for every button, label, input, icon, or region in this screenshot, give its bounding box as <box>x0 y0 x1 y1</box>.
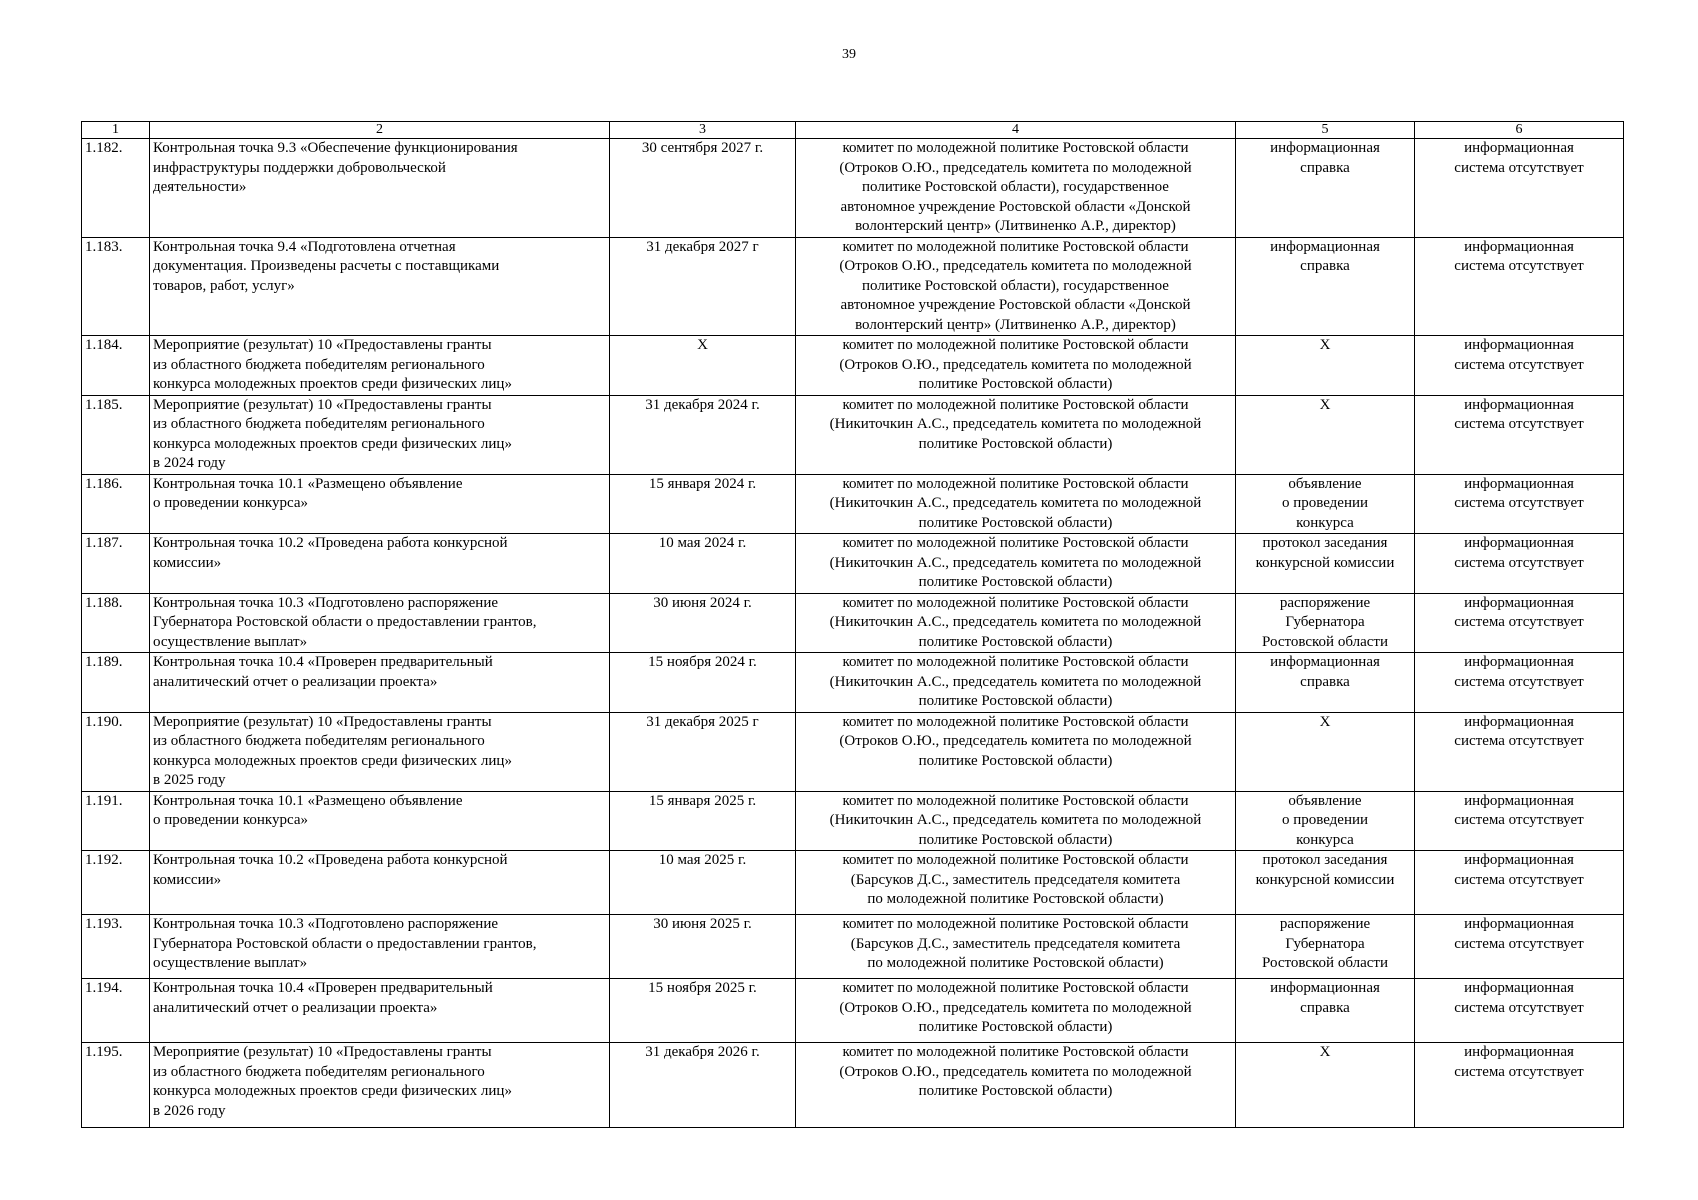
event-name-line: Губернатора Ростовской области о предоставлении грантов, <box>153 935 537 952</box>
responsible-line: политике Ростовской области), государственное <box>862 277 1169 294</box>
event-name-line: товаров, работ, услуг» <box>153 277 295 294</box>
table-row <box>82 851 1624 915</box>
document-type-line: информационная <box>1270 654 1380 670</box>
document-type-cell <box>1236 712 1415 791</box>
responsible-line: комитет по молодежной политике Ростовской области <box>842 916 1189 932</box>
info-system-cell <box>1415 712 1624 791</box>
event-name-line: о проведении конкурса» <box>153 495 308 511</box>
info-system-cell <box>1415 979 1624 1043</box>
deadline-cell: 31 декабря 2026 г. <box>610 1043 796 1128</box>
event-name-line: Губернатора Ростовской области о предоставлении грантов, <box>153 614 537 630</box>
info-system-cell <box>1415 1043 1624 1128</box>
responsible-line: политике Ростовской области) <box>918 633 1113 650</box>
responsible-cell <box>796 534 1236 594</box>
responsible-line: политике Ростовской области) <box>918 514 1113 531</box>
event-name-line: в 2026 году <box>153 1102 226 1119</box>
info-system-line: система отсутствует <box>1454 159 1584 176</box>
event-name-line: конкурса молодежных проектов среди физических лиц» <box>153 376 512 392</box>
responsible-cell <box>796 653 1236 713</box>
row-number-cell: 1.192. <box>82 851 150 915</box>
responsible-line: комитет по молодежной политике Ростовской области <box>842 980 1189 996</box>
info-system-line: информационная <box>1464 1044 1574 1060</box>
responsible-cell <box>796 237 1236 336</box>
document-type-cell <box>1236 474 1415 534</box>
table-row <box>82 237 1624 336</box>
responsible-line: политике Ростовской области) <box>918 376 1113 392</box>
document-type-line: справка <box>1300 999 1350 1016</box>
info-system-line: система отсутствует <box>1454 673 1584 690</box>
info-system-line: информационная <box>1464 594 1574 611</box>
row-number-cell: 1.184. <box>82 336 150 396</box>
deadline-cell: 31 декабря 2024 г. <box>610 395 796 474</box>
responsible-line: (Никиточкин А.С., председатель комитета по молодежной <box>829 614 1202 630</box>
info-system-line: информационная <box>1464 475 1574 492</box>
deadline-cell: 15 января 2024 г. <box>610 474 796 534</box>
deadline-cell: 30 июня 2024 г. <box>610 593 796 653</box>
event-name-line: конкурса молодежных проектов среди физических лиц» <box>153 435 512 452</box>
document-type-line: распоряжение <box>1279 594 1371 611</box>
responsible-line: комитет по молодежной политике Ростовской области <box>842 140 1189 156</box>
responsible-line: политике Ростовской области) <box>918 1083 1113 1099</box>
info-system-line: информационная <box>1464 396 1574 413</box>
column-number: 2 <box>150 122 610 139</box>
info-system-cell <box>1415 791 1624 851</box>
row-number-cell: 1.189. <box>82 653 150 713</box>
event-name-line: Мероприятие (результат) 10 «Предоставлены гранты <box>153 1044 492 1060</box>
info-system-line: информационная <box>1464 713 1574 730</box>
table-row <box>82 1043 1624 1128</box>
deadline-cell: 30 сентября 2027 г. <box>610 139 796 238</box>
row-number-cell: 1.194. <box>82 979 150 1043</box>
responsible-line: политике Ростовской области), государственное <box>862 179 1169 195</box>
responsible-line: политике Ростовской области) <box>918 693 1113 709</box>
document-type-cell <box>1236 1043 1415 1128</box>
row-number-cell: 1.187. <box>82 534 150 594</box>
info-system-line: система отсутствует <box>1454 733 1584 749</box>
event-name-line: Контрольная точка 10.2 «Проведена работа конкурсной <box>153 852 508 868</box>
info-system-line: информационная <box>1464 140 1574 156</box>
info-system-line: система отсутствует <box>1454 614 1584 630</box>
responsible-line: волонтерский центр» (Литвиненко А.Р., директор) <box>855 218 1176 234</box>
document-type-line: Губернатора <box>1285 935 1365 952</box>
table-row <box>82 653 1624 713</box>
responsible-line: политике Ростовской области) <box>918 435 1113 452</box>
table-row <box>82 712 1624 791</box>
responsible-line: (Никиточкин А.С., председатель комитета по молодежной <box>829 495 1202 511</box>
row-number-cell: 1.191. <box>82 791 150 851</box>
event-name-line: инфраструктуры поддержки добровольческой <box>153 159 446 176</box>
responsible-line: (Отроков О.Ю., председатель комитета по молодежной <box>839 733 1192 749</box>
document-type-line: справка <box>1300 159 1350 176</box>
responsible-line: политике Ростовской области) <box>918 831 1113 848</box>
event-name-line: комиссии» <box>153 871 222 888</box>
column-number: 6 <box>1415 122 1624 139</box>
responsible-line: политике Ростовской области) <box>918 752 1113 769</box>
responsible-line: комитет по молодежной политике Ростовской области <box>842 475 1189 492</box>
info-system-cell <box>1415 139 1624 238</box>
event-name-line: осуществление выплат» <box>153 955 308 971</box>
info-system-line: информационная <box>1464 916 1574 932</box>
info-system-line: система отсутствует <box>1454 554 1584 571</box>
document-type-cell <box>1236 791 1415 851</box>
responsible-line: комитет по молодежной политике Ростовской области <box>842 852 1189 868</box>
control-points-table <box>81 121 1624 1128</box>
event-name-cell <box>150 593 610 653</box>
column-number-row <box>82 122 1624 139</box>
info-system-line: система отсутствует <box>1454 258 1584 274</box>
responsible-line: комитет по молодежной политике Ростовской области <box>842 594 1189 611</box>
document-type-line: протокол заседания <box>1262 535 1388 551</box>
responsible-line: комитет по молодежной политике Ростовской области <box>842 337 1189 353</box>
event-name-line: в 2025 году <box>153 772 226 788</box>
responsible-line: по молодежной политике Ростовской области) <box>867 891 1164 907</box>
document-type-cell <box>1236 336 1415 396</box>
responsible-cell <box>796 474 1236 534</box>
info-system-cell <box>1415 395 1624 474</box>
responsible-line: политике Ростовской области) <box>918 1019 1113 1035</box>
event-name-cell <box>150 474 610 534</box>
responsible-line: волонтерский центр» (Литвиненко А.Р., директор) <box>855 316 1176 333</box>
responsible-line: (Барсуков Д.С., заместитель председателя комитета <box>850 935 1181 952</box>
document-type-line: конкурса <box>1296 514 1354 531</box>
table-row <box>82 593 1624 653</box>
responsible-cell <box>796 395 1236 474</box>
info-system-cell <box>1415 237 1624 336</box>
event-name-line: Контрольная точка 9.4 «Подготовлена отчетная <box>153 238 456 255</box>
responsible-line: комитет по молодежной политике Ростовской области <box>842 1044 1189 1060</box>
info-system-cell <box>1415 653 1624 713</box>
info-system-line: информационная <box>1464 238 1574 255</box>
responsible-line: (Отроков О.Ю., председатель комитета по молодежной <box>839 999 1192 1016</box>
document-type-line: Ростовской области <box>1262 955 1388 971</box>
info-system-line: информационная <box>1464 535 1574 551</box>
row-number-cell: 1.183. <box>82 237 150 336</box>
responsible-cell <box>796 1043 1236 1128</box>
info-system-cell <box>1415 474 1624 534</box>
info-system-line: информационная <box>1464 852 1574 868</box>
info-system-line: информационная <box>1464 792 1574 809</box>
document-type-line: X <box>1319 1044 1331 1060</box>
responsible-line: (Никиточкин А.С., председатель комитета по молодежной <box>829 812 1202 828</box>
column-number: 1 <box>82 122 150 139</box>
event-name-line: Мероприятие (результат) 10 «Предоставлены гранты <box>153 337 492 353</box>
info-system-line: система отсутствует <box>1454 356 1584 373</box>
document-type-line: X <box>1319 713 1331 730</box>
responsible-line: комитет по молодежной политике Ростовской области <box>842 792 1189 809</box>
document-type-line: справка <box>1300 673 1350 690</box>
event-name-line: аналитический отчет о реализации проекта» <box>153 673 438 690</box>
responsible-line: политике Ростовской области) <box>918 574 1113 590</box>
event-name-line: Контрольная точка 9.3 «Обеспечение функционирования <box>153 140 518 156</box>
document-type-cell <box>1236 139 1415 238</box>
info-system-line: система отсутствует <box>1454 935 1584 952</box>
deadline-cell: 10 мая 2025 г. <box>610 851 796 915</box>
table-row <box>82 791 1624 851</box>
table-row <box>82 336 1624 396</box>
info-system-line: система отсутствует <box>1454 416 1584 432</box>
deadline-cell: 30 июня 2025 г. <box>610 915 796 979</box>
event-name-line: комиссии» <box>153 554 222 571</box>
info-system-cell <box>1415 336 1624 396</box>
row-number-cell: 1.193. <box>82 915 150 979</box>
deadline-cell: 15 января 2025 г. <box>610 791 796 851</box>
event-name-line: Контрольная точка 10.1 «Размещено объявление <box>153 792 463 809</box>
event-name-cell <box>150 791 610 851</box>
responsible-line: комитет по молодежной политике Ростовской области <box>842 654 1189 670</box>
event-name-line: Контрольная точка 10.4 «Проверен предварительный <box>153 980 493 996</box>
row-number-cell: 1.182. <box>82 139 150 238</box>
event-name-line: конкурса молодежных проектов среди физических лиц» <box>153 752 512 769</box>
document-type-line: протокол заседания <box>1262 852 1388 868</box>
responsible-line: (Никиточкин А.С., председатель комитета по молодежной <box>829 673 1202 690</box>
responsible-cell <box>796 139 1236 238</box>
document-type-line: информационная <box>1270 980 1380 996</box>
column-number: 4 <box>796 122 1236 139</box>
event-name-line: о проведении конкурса» <box>153 812 308 828</box>
event-name-line: Мероприятие (результат) 10 «Предоставлены гранты <box>153 396 492 413</box>
responsible-line: комитет по молодежной политике Ростовской области <box>842 713 1189 730</box>
document-type-cell <box>1236 395 1415 474</box>
deadline-cell: 10 мая 2024 г. <box>610 534 796 594</box>
event-name-line: Контрольная точка 10.2 «Проведена работа конкурсной <box>153 535 508 551</box>
info-system-cell <box>1415 593 1624 653</box>
event-name-cell <box>150 1043 610 1128</box>
info-system-line: система отсутствует <box>1454 495 1584 511</box>
document-type-cell <box>1236 851 1415 915</box>
document-type-line: о проведении <box>1281 495 1369 511</box>
document-type-line: X <box>1319 396 1331 413</box>
responsible-line: комитет по молодежной политике Ростовской области <box>842 535 1189 551</box>
row-number-cell: 1.186. <box>82 474 150 534</box>
table-row <box>82 474 1624 534</box>
document-type-cell <box>1236 593 1415 653</box>
responsible-cell <box>796 791 1236 851</box>
row-number-cell: 1.185. <box>82 395 150 474</box>
event-name-cell <box>150 851 610 915</box>
info-system-line: информационная <box>1464 654 1574 670</box>
column-number: 3 <box>610 122 796 139</box>
deadline-cell: 31 декабря 2027 г <box>610 237 796 336</box>
responsible-line: комитет по молодежной политике Ростовской области <box>842 396 1189 413</box>
table-row <box>82 395 1624 474</box>
event-name-line: осуществление выплат» <box>153 633 308 650</box>
document-type-line: конкурсной комиссии <box>1255 871 1395 888</box>
document-type-cell <box>1236 653 1415 713</box>
document-type-line: информационная <box>1270 140 1380 156</box>
event-name-line: из областного бюджета победителям регионального <box>153 733 485 749</box>
table-row <box>82 534 1624 594</box>
info-system-line: информационная <box>1464 337 1574 353</box>
info-system-cell <box>1415 851 1624 915</box>
event-name-line: документация. Произведены расчеты с поставщиками <box>153 258 500 274</box>
info-system-line: система отсутствует <box>1454 871 1584 888</box>
event-name-cell <box>150 336 610 396</box>
event-name-line: из областного бюджета победителям регионального <box>153 356 485 373</box>
responsible-line: (Никиточкин А.С., председатель комитета по молодежной <box>829 554 1202 571</box>
event-name-cell <box>150 979 610 1043</box>
responsible-cell <box>796 593 1236 653</box>
document-type-cell <box>1236 915 1415 979</box>
document-type-cell <box>1236 979 1415 1043</box>
event-name-cell <box>150 915 610 979</box>
responsible-line: (Отроков О.Ю., председатель комитета по молодежной <box>839 159 1192 176</box>
column-number: 5 <box>1236 122 1415 139</box>
event-name-line: Контрольная точка 10.3 «Подготовлено распоряжение <box>153 916 499 932</box>
info-system-cell <box>1415 915 1624 979</box>
document-type-line: Ростовской области <box>1262 633 1388 650</box>
event-name-cell <box>150 653 610 713</box>
document-type-line: X <box>1319 337 1331 353</box>
event-name-line: Контрольная точка 10.1 «Размещено объявление <box>153 475 463 492</box>
info-system-cell <box>1415 534 1624 594</box>
document-type-cell <box>1236 237 1415 336</box>
table-row <box>82 915 1624 979</box>
deadline-cell: 31 декабря 2025 г <box>610 712 796 791</box>
document-type-line: Губернатора <box>1285 614 1365 630</box>
event-name-cell <box>150 395 610 474</box>
event-name-cell <box>150 712 610 791</box>
document-type-cell <box>1236 534 1415 594</box>
row-number-cell: 1.195. <box>82 1043 150 1128</box>
responsible-line: комитет по молодежной политике Ростовской области <box>842 238 1189 255</box>
page-number: 39 <box>842 47 856 62</box>
responsible-line: автономное учреждение Ростовской области «Донской <box>840 198 1191 215</box>
document-type-line: конкурсной комиссии <box>1255 554 1395 571</box>
event-name-cell <box>150 237 610 336</box>
event-name-line: конкурса молодежных проектов среди физических лиц» <box>153 1083 512 1099</box>
responsible-cell <box>796 915 1236 979</box>
responsible-line: (Отроков О.Ю., председатель комитета по молодежной <box>839 1063 1192 1080</box>
responsible-line: (Барсуков Д.С., заместитель председателя комитета <box>850 871 1181 888</box>
info-system-line: система отсутствует <box>1454 1063 1584 1080</box>
row-number-cell: 1.190. <box>82 712 150 791</box>
document-type-line: объявление <box>1288 475 1362 492</box>
deadline-cell: 15 ноября 2025 г. <box>610 979 796 1043</box>
responsible-line: (Отроков О.Ю., председатель комитета по молодежной <box>839 356 1192 373</box>
responsible-cell <box>796 712 1236 791</box>
responsible-line: по молодежной политике Ростовской области) <box>867 955 1164 971</box>
document-type-line: конкурса <box>1296 831 1354 848</box>
deadline-cell: 15 ноября 2024 г. <box>610 653 796 713</box>
event-name-cell <box>150 534 610 594</box>
document-type-line: о проведении <box>1281 812 1369 828</box>
document-type-line: справка <box>1300 258 1350 274</box>
event-name-line: Контрольная точка 10.4 «Проверен предварительный <box>153 654 493 670</box>
responsible-line: (Никиточкин А.С., председатель комитета по молодежной <box>829 416 1202 432</box>
document-type-line: распоряжение <box>1279 916 1371 932</box>
info-system-line: система отсутствует <box>1454 999 1584 1016</box>
table-row <box>82 139 1624 238</box>
event-name-line: из областного бюджета победителям регионального <box>153 416 485 432</box>
responsible-cell <box>796 979 1236 1043</box>
responsible-line: (Отроков О.Ю., председатель комитета по молодежной <box>839 258 1192 274</box>
table-row <box>82 979 1624 1043</box>
info-system-line: информационная <box>1464 980 1574 996</box>
document-type-line: объявление <box>1288 792 1362 809</box>
event-name-cell <box>150 139 610 238</box>
deadline-cell: X <box>610 336 796 396</box>
document-type-line: информационная <box>1270 238 1380 255</box>
row-number-cell: 1.188. <box>82 593 150 653</box>
responsible-cell <box>796 336 1236 396</box>
event-name-line: Контрольная точка 10.3 «Подготовлено распоряжение <box>153 594 499 611</box>
info-system-line: система отсутствует <box>1454 812 1584 828</box>
event-name-line: аналитический отчет о реализации проекта» <box>153 999 438 1016</box>
event-name-line: Мероприятие (результат) 10 «Предоставлены гранты <box>153 713 492 730</box>
event-name-line: в 2024 году <box>153 455 226 471</box>
event-name-line: деятельности» <box>153 179 247 195</box>
event-name-line: из областного бюджета победителям регионального <box>153 1063 485 1080</box>
responsible-cell <box>796 851 1236 915</box>
responsible-line: автономное учреждение Ростовской области «Донской <box>840 297 1191 313</box>
